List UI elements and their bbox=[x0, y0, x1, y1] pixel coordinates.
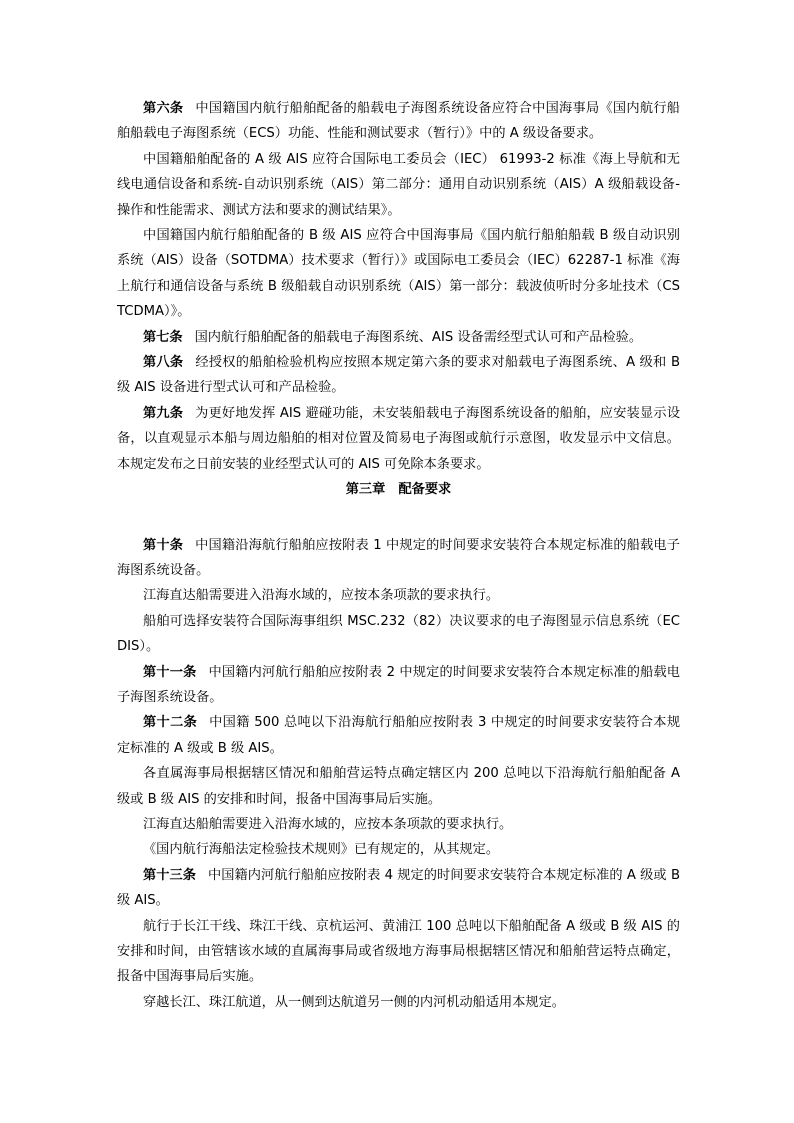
paragraph-text: 经授权的船舶检验机构应按照本规定第六条的要求对船载电子海图系统、A 级和 B 级 AIS 设备进行型式认可和产品检验。 bbox=[117, 355, 681, 396]
article-number: 第八条 bbox=[143, 355, 184, 371]
article-number: 第十二条 bbox=[143, 715, 198, 731]
article-paragraph bbox=[117, 710, 680, 761]
paragraph bbox=[117, 609, 680, 660]
paragraph-text: 中国籍内河航行船舶应按附表 2 中规定的时间要求安装符合本规定标准的船载电子海图系统设备。 bbox=[117, 664, 680, 705]
paragraph bbox=[117, 761, 680, 812]
paragraph-text: 中国籍国内航行船舶配备的 B 级 AIS 应符合中国海事局《国内航行船舶船载 B 级自动识别系统（AIS）设备（SOTDMA）技术要求（暂行）》或国际电工委员会（IEC）62287-1 标准《海上航行和通信设备与系统 B 级船载自动识别系统（AIS）第一部分：载波侦听时分多址技术（CSTCDMA）》。 bbox=[117, 228, 680, 320]
article-number: 第十条 bbox=[143, 537, 184, 553]
article-number: 第七条 bbox=[143, 329, 183, 345]
paragraph bbox=[117, 583, 680, 608]
article-paragraph bbox=[117, 96, 680, 147]
article-number: 第九条 bbox=[143, 405, 184, 421]
paragraph-text: 航行于长江干线、珠江干线、京杭运河、黄浦江 100 总吨以下船舶配备 A 级或 B 级 AIS 的安排和时间，由管辖该水域的直属海事局或省级地方海事局根据辖区情况和船舶营运特点确定，报备中国海事局后实施。 bbox=[117, 918, 680, 985]
paragraph bbox=[117, 914, 680, 990]
section-equipment-standards bbox=[117, 96, 680, 477]
paragraph-text: 中国籍船舶配备的 A 级 AIS 应符合国际电工委员会（IEC） 61993-2 标准《海上导航和无线电通信设备和系统-自动识别系统（AIS）第二部分：通用自动识别系统（AIS）A 级船载设备-操作和性能需求、测试方法和要求的测试结果》。 bbox=[117, 151, 680, 218]
paragraph bbox=[117, 812, 680, 837]
paragraph-text: 中国籍内河航行船舶应按附表 4 规定的时间要求安装符合本规定标准的 A 级或 B 级 AIS。 bbox=[117, 867, 680, 909]
paragraph-text: 江海直达船需要进入沿海水域的，应按本条项款的要求执行。 bbox=[143, 588, 500, 604]
article-paragraph bbox=[117, 350, 680, 401]
paragraph-text: 为更好地发挥 AIS 避碰功能，未安装船载电子海图系统设备的船舶，应安装显示设备，以直观显示本船与周边船舶的相对位置及简易电子海图或航行示意图，收发显示中文信息。本规定发布之日前安装的业经型式认可的 AIS 可免除本条要求。 bbox=[117, 405, 681, 472]
paragraph bbox=[117, 147, 680, 223]
paragraph-text: 各直属海事局根据辖区情况和船舶营运特点确定辖区内 200 总吨以下沿海航行船舶配备 A 级或 B 级 AIS 的安排和时间，报备中国海事局后实施。 bbox=[117, 766, 680, 807]
paragraph-text: 中国籍沿海航行船舶应按附表 1 中规定的时间要求安装符合本规定标准的船载电子海图系统设备。 bbox=[117, 537, 680, 578]
paragraph-text: 船舶可选择安装符合国际海事组织 MSC.232（82）决议要求的电子海图显示信息系统（ECDIS）。 bbox=[117, 613, 680, 655]
paragraph-text: 《国内航行海船法定检验技术规则》已有规定的，从其规定。 bbox=[143, 842, 500, 858]
article-number: 第十三条 bbox=[143, 867, 197, 883]
chapter-title: 第三章 配备要求 bbox=[345, 482, 452, 498]
paragraph bbox=[117, 990, 680, 1015]
paragraph bbox=[117, 223, 680, 325]
paragraph bbox=[117, 837, 680, 862]
article-number: 第六条 bbox=[143, 101, 184, 116]
section-fitting-requirements bbox=[117, 533, 680, 1016]
article-paragraph bbox=[117, 325, 680, 350]
paragraph-text: 中国籍国内航行船舶配备的船载电子海图系统设备应符合中国海事局《国内航行船舶船载电子海图系统（ECS）功能、性能和测试要求（暂行）》中的 A 级设备要求。 bbox=[117, 101, 680, 142]
paragraph-text: 中国籍 500 总吨以下沿海航行船舶应按附表 3 中规定的时间要求安装符合本规定标准的 A 级或 B 级 AIS。 bbox=[117, 715, 681, 756]
article-paragraph bbox=[117, 401, 680, 477]
article-paragraph bbox=[117, 660, 680, 711]
article-paragraph bbox=[117, 863, 680, 914]
article-number: 第十一条 bbox=[143, 664, 197, 680]
paragraph-text: 穿越长江、珠江航道，从一侧到达航道另一侧的内河机动船适用本规定。 bbox=[143, 994, 565, 1010]
document-body bbox=[117, 96, 680, 1015]
paragraph-text: 江海直达船舶需要进入沿海水域的，应按本条项款的要求执行。 bbox=[143, 816, 513, 832]
article-paragraph bbox=[117, 533, 680, 584]
paragraph-text: 国内航行船舶配备的船载电子海图系统、AIS 设备需经型式认可和产品检验。 bbox=[194, 329, 643, 345]
